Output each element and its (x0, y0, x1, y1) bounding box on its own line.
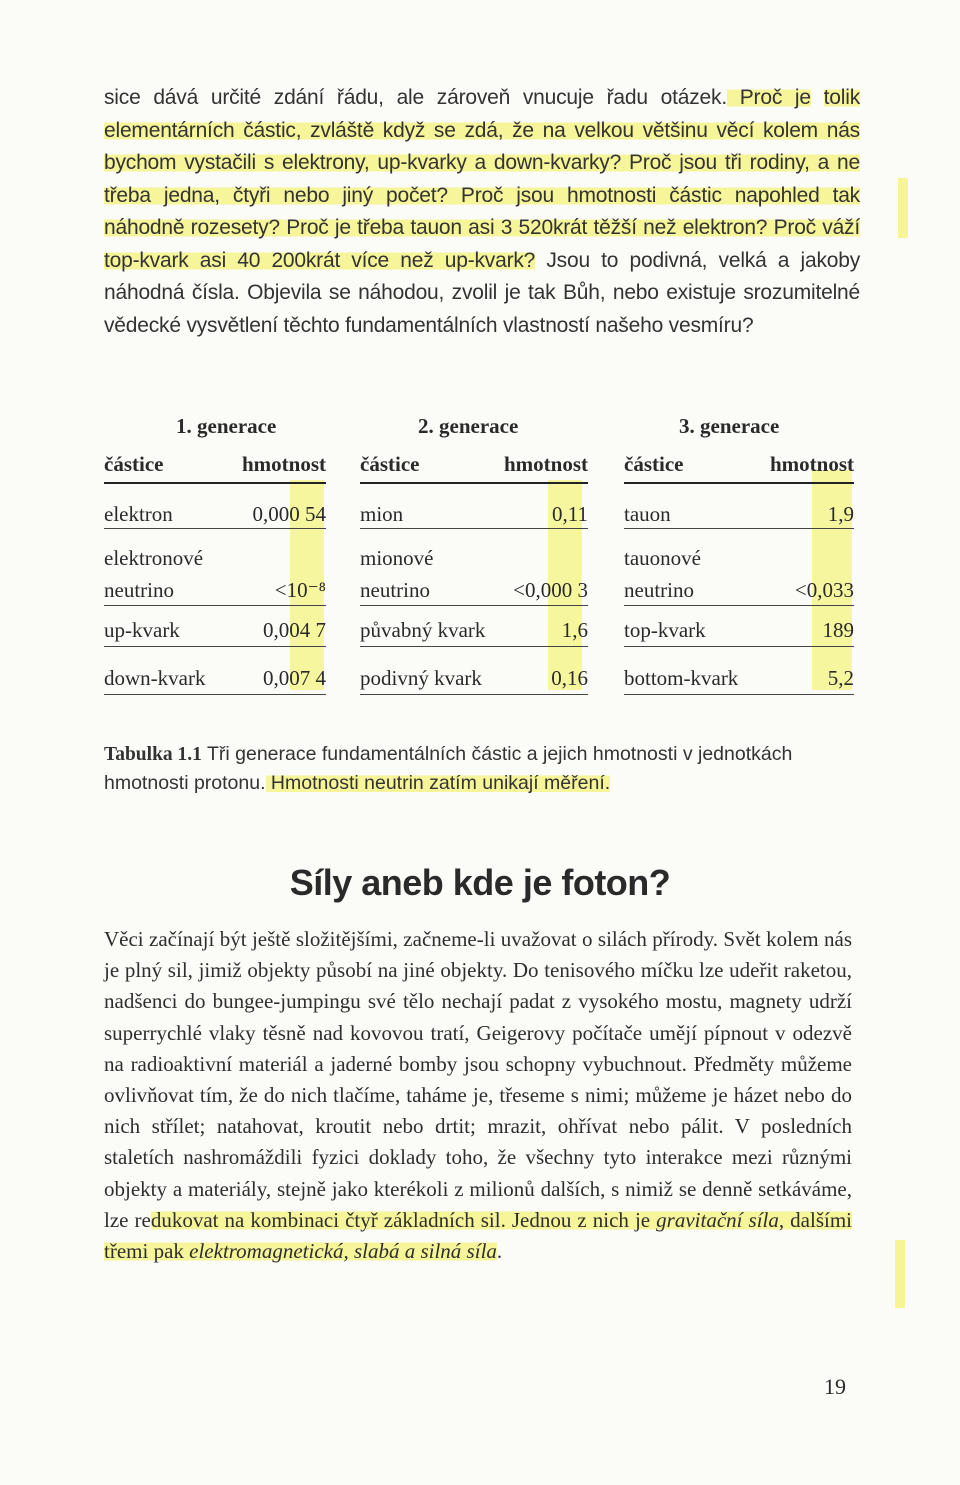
table-cell-mass: 0,11 (552, 502, 588, 526)
table-cell-mass: 1,6 (561, 618, 588, 642)
table-cell-mass: 189 (822, 618, 854, 642)
table-cell-particle: top-kvark (624, 618, 706, 642)
header-mass: hmotnost (503, 452, 588, 476)
intro-highlight-start: Proč je (726, 86, 811, 109)
row-divider (104, 646, 326, 647)
table-cell-particle: mion (360, 502, 404, 526)
table-cell-particle: podivný kvark (360, 666, 482, 690)
table-cell-mass: 0,004 7 (263, 618, 326, 642)
page-number: 19 (824, 1374, 846, 1399)
row-divider (624, 605, 854, 606)
table-cell-particle: neutrino (104, 578, 174, 602)
section-heading: Síly aneb kde je foton? (289, 862, 671, 903)
header-particle: částice (104, 452, 164, 476)
body-end: . (496, 1239, 503, 1264)
row-divider (104, 528, 326, 529)
table-cell-mass: 5,2 (827, 666, 854, 690)
header-particle: částice (360, 452, 420, 476)
row-divider (360, 694, 588, 695)
generation-1-heading: 1. generace (176, 414, 277, 438)
header-particle: částice (624, 452, 684, 476)
forces-term: elektromagnetická, slabá a silná síla (189, 1239, 497, 1264)
generation-3-heading: 3. generace (679, 414, 780, 438)
header-mass: hmotnost (769, 452, 854, 476)
intro-text-end: Jsou to podivná, velká a jakoby náhodná čísla. Objevila se náhodou, zvolil je tak Bůh, nebo existuje srozumitelné vědecké vysvětlení těchto fundamentálních vlastností našeho vesmíru? (104, 248, 860, 337)
margin-highlight-mark (898, 178, 908, 238)
margin-highlight-mark (895, 1240, 905, 1308)
body-highlight-2: , dalšími třemi pak (104, 1207, 852, 1264)
table-cell-mass: 0,007 4 (263, 666, 326, 690)
row-divider (360, 646, 588, 647)
table-cell-particle: elektron (104, 502, 173, 526)
intro-highlight: tolik elementárních částic, zvláště když se zdá, že na velkou většinu věcí kolem nás bychom vystačili s elektrony, up-kvarky a down-kvarky? Proč jsou tři rodiny, a ne třeba jedna, čtyři nebo jiný počet? Proč jsou hmotnosti částic napohled tak náhodně rozesety? Proč je třeba tauon asi 3 520krát těžší než elektron? Proč váží top-kvark asi 40 200krát více než up-kvark? (104, 86, 861, 272)
header-gen1 (104, 452, 326, 484)
table-cell-particle: neutrino (360, 578, 430, 602)
row-divider (360, 528, 588, 529)
body-highlight: dukovat na kombinaci čtyř základních sil. Jednou z nich je (150, 1207, 657, 1232)
intro-text-start: sice dává určité zdání řádu, ale zároveň vnucuje řadu otázek. (104, 86, 727, 109)
gravity-term: gravitační síla (656, 1207, 779, 1232)
table-cell-particle: tauon (624, 502, 671, 526)
body-text-main: Věci začínají být ještě složitějšími, začneme-li uvažovat o silách přírody. Svět kolem nás je plný sil, jimiž objekty působí na jiné objekty. Do tenisového míčku lze udeřit raketou, nadšenci do bungee-jumpingu své tělo nechají padat z vysokého mostu, magnety udrží superrychlé vlaky těsně nad kovovou tratí, Geigerovy počítače umějí pípnout v odezvě na radioaktivní materiál a jaderné bomby jsou schopny vybuchnout. Předměty můžeme ovlivňovat tím, že do nich tlačíme, taháme je, třeseme s nimi; můžeme je házet nebo do nich střílet; natahovat, kroutit nebo drtit; mrazit, ohřívat nebo pálit. V posledních staletích nashromáždili fyzici doklady toho, že všechny tyto interakce mezi různými objekty a materiály, stejně jako kterékoli z milionů dalších, s nimiž se denně setkáváme, lze re (104, 927, 852, 1232)
table-cell-particle-prefix: mionové (360, 546, 434, 570)
header-gen3 (624, 452, 854, 484)
caption-text: Tři generace fundamentálních částic a jejich hmotnosti v jednotkách hmotnosti protonu. (104, 743, 793, 794)
table-cell-particle: bottom-kvark (624, 666, 739, 690)
header-gen2 (360, 452, 588, 484)
generation-2-heading: 2. generace (418, 414, 519, 438)
table-cell-particle: neutrino (624, 578, 694, 602)
header-mass: hmotnost (241, 452, 326, 476)
table-cell-particle: down-kvark (104, 666, 206, 690)
caption-label: Tabulka 1.1 (104, 744, 202, 765)
caption-highlight: Hmotnosti neutrin zatím unikají měření. (265, 772, 611, 794)
table-caption (104, 740, 856, 797)
table-cell-particle-prefix: elektronové (104, 546, 204, 570)
row-divider (624, 694, 854, 695)
body-paragraph (104, 924, 852, 1267)
intro-paragraph (104, 82, 860, 342)
row-divider (624, 646, 854, 647)
row-divider (360, 605, 588, 606)
row-divider (104, 694, 326, 695)
table-cell-mass: <0,033 (794, 578, 854, 602)
row-divider (624, 528, 854, 529)
table-cell-particle: půvabný kvark (360, 618, 486, 642)
table-cell-particle-prefix: tauonové (624, 546, 701, 570)
table-cell-mass: <0,000 3 (513, 578, 588, 602)
table-cell-mass: 0,000 54 (252, 502, 326, 526)
table-cell-particle: up-kvark (104, 618, 180, 642)
table-cell-mass: 0,16 (551, 666, 588, 690)
table-cell-mass: <10⁻⁸ (274, 578, 326, 602)
table-cell-mass: 1,9 (827, 502, 854, 526)
row-divider (104, 605, 326, 606)
